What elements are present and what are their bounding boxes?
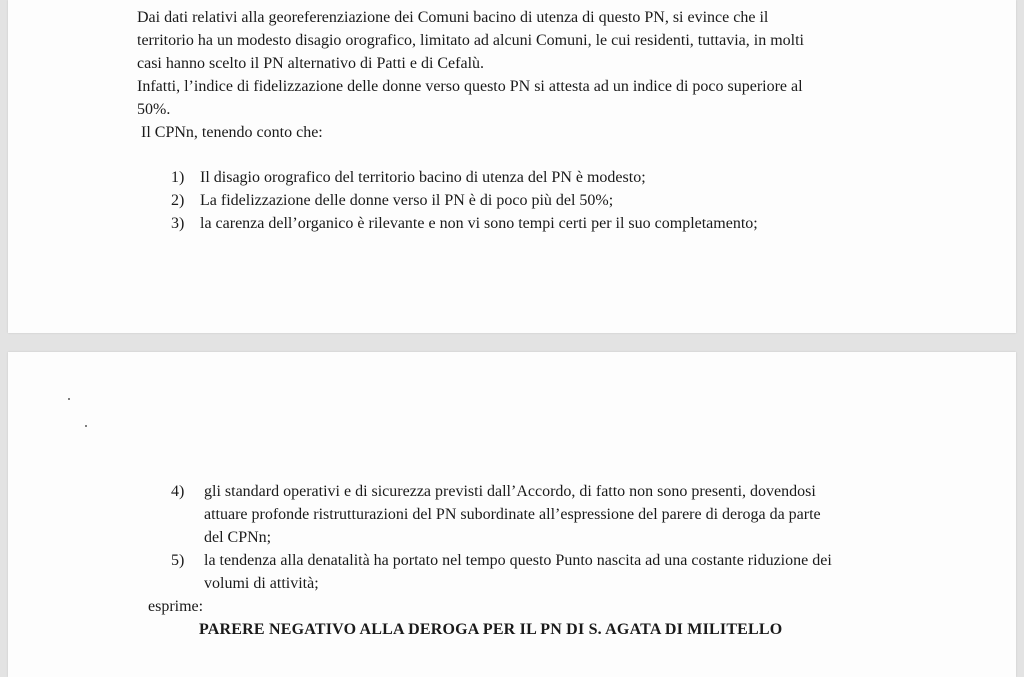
list-item-1 — [171, 168, 931, 188]
paragraph-1-line-2: territorio ha un modesto disagio orografico, limitato ad alcuni Comuni, le cui residenti, tuttavia, in molti — [137, 32, 804, 49]
scan-speck — [68, 398, 70, 400]
document-page-1 — [8, 0, 1016, 333]
scan-speck — [85, 425, 87, 427]
list-text-line-1: gli standard operativi e di sicurezza previsti dall’Accordo, di fatto non sono presenti, dovendosi — [204, 483, 816, 500]
paragraph-2-line-2: 50%. — [137, 101, 171, 118]
list-number: 2) — [171, 192, 185, 209]
document-page-2 — [8, 352, 1016, 677]
list-item-4 — [171, 482, 971, 548]
list-item-5 — [171, 551, 971, 594]
list-number: 4) — [171, 483, 185, 500]
list-text-line-1: la tendenza alla denatalità ha portato nel tempo questo Punto nascita ad una costante riduzione dei — [204, 552, 832, 569]
list-item-2 — [171, 191, 931, 211]
list-text: La fidelizzazione delle donne verso il PN è di poco più del 50%; — [200, 192, 614, 209]
list-text-line-2: attuare profonde ristrutturazioni del PN subordinate all’espressione del parere di deroga da parte — [204, 506, 821, 523]
list-item-3 — [171, 214, 931, 234]
list-number: 3) — [171, 215, 185, 232]
list-text: la carenza dell’organico è rilevante e non vi sono tempi certi per il suo completamento; — [200, 215, 758, 232]
list-text-line-2: volumi di attività; — [204, 575, 319, 592]
paragraph-1-line-3: casi hanno scelto il PN alternativo di Patti e di Cefalù. — [137, 55, 485, 72]
list-number: 5) — [171, 552, 185, 569]
intro-line: Il CPNn, tenendo conto che: — [141, 124, 323, 141]
esprime-label: esprime: — [148, 598, 204, 615]
list-number: 1) — [171, 169, 185, 186]
list-text-line-3: del CPNn; — [204, 529, 272, 546]
verdict-heading: PARERE NEGATIVO ALLA DEROGA PER IL PN DI S. AGATA DI MILITELLO — [199, 621, 783, 638]
paragraph-1-line-1: Dai dati relativi alla georeferenziazione dei Comuni bacino di utenza di questo PN, si evince che il — [137, 9, 769, 26]
paragraph-2-line-1: Infatti, l’indice di fidelizzazione delle donne verso questo PN si attesta ad un indice di poco superiore al — [137, 78, 803, 95]
list-text: Il disagio orografico del territorio bacino di utenza del PN è modesto; — [200, 169, 646, 186]
